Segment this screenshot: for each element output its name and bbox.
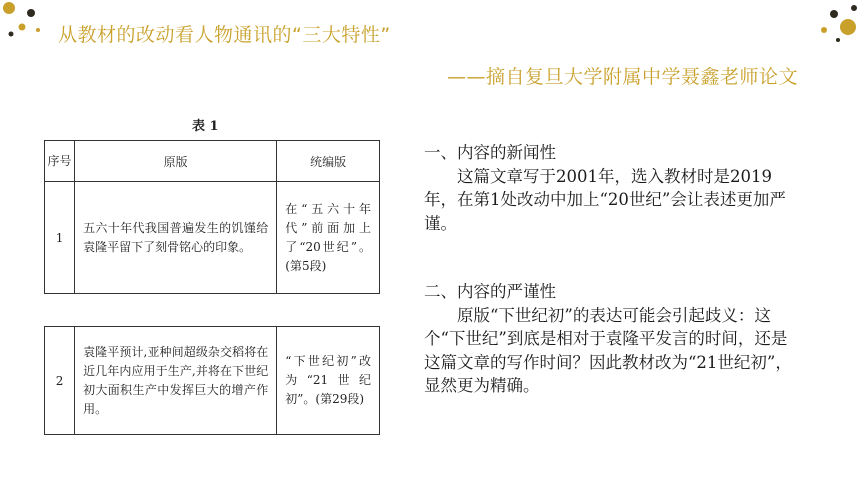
slide-subtitle: ——摘自复旦大学附属中学聂鑫老师论文 [446,66,798,88]
section-rigor [424,280,802,398]
row-original-text: 五六十年代我国普遍发生的饥馑给袁隆平留下了刻骨铭心的印象。 [75,182,277,294]
table-row [45,327,380,435]
corner-decoration-left [0,0,46,46]
corner-decoration-right [808,0,860,46]
row-unified-text: “下世纪初”改为“21世纪初”。(第29段) [277,327,380,435]
table-row [45,182,380,294]
row-unified-text: 在“五六十年代”前面加上了“20世纪”。(第5段) [277,182,380,294]
row-num: 2 [45,327,75,435]
header-num: 序号 [45,141,75,182]
comparison-table-part-1 [44,140,380,294]
row-num: 1 [45,182,75,294]
slide-title: 从教材的改动看人物通讯的“三大特性” [58,24,391,46]
row-original-text: 袁隆平预计,亚种间超级杂交稻将在近几年内应用于生产,并将在下世纪初大面积生产中发挥巨大的增产作用。 [75,327,277,435]
table-header-row [45,141,380,182]
header-original: 原版 [75,141,277,182]
section-heading: 一、内容的新闻性 [424,143,556,162]
section-newsworthiness [424,141,804,235]
comparison-table-part-2 [44,326,380,435]
section-body: 原版“下世纪初”的表达可能会引起歧义：这个“下世纪”到底是相对于袁隆平发言的时间，还是这篇文章的写作时间？因此教材改为“21世纪初”，显然更为精确。 [424,305,792,395]
table-caption: 表 1 [192,119,219,134]
header-unified: 统编版 [277,141,380,182]
section-body: 这篇文章写于2001年，选入教材时是2019年，在第1处改动中加上“20世纪”会让表述更加严谨。 [424,166,786,233]
section-heading: 二、内容的严谨性 [424,282,556,301]
